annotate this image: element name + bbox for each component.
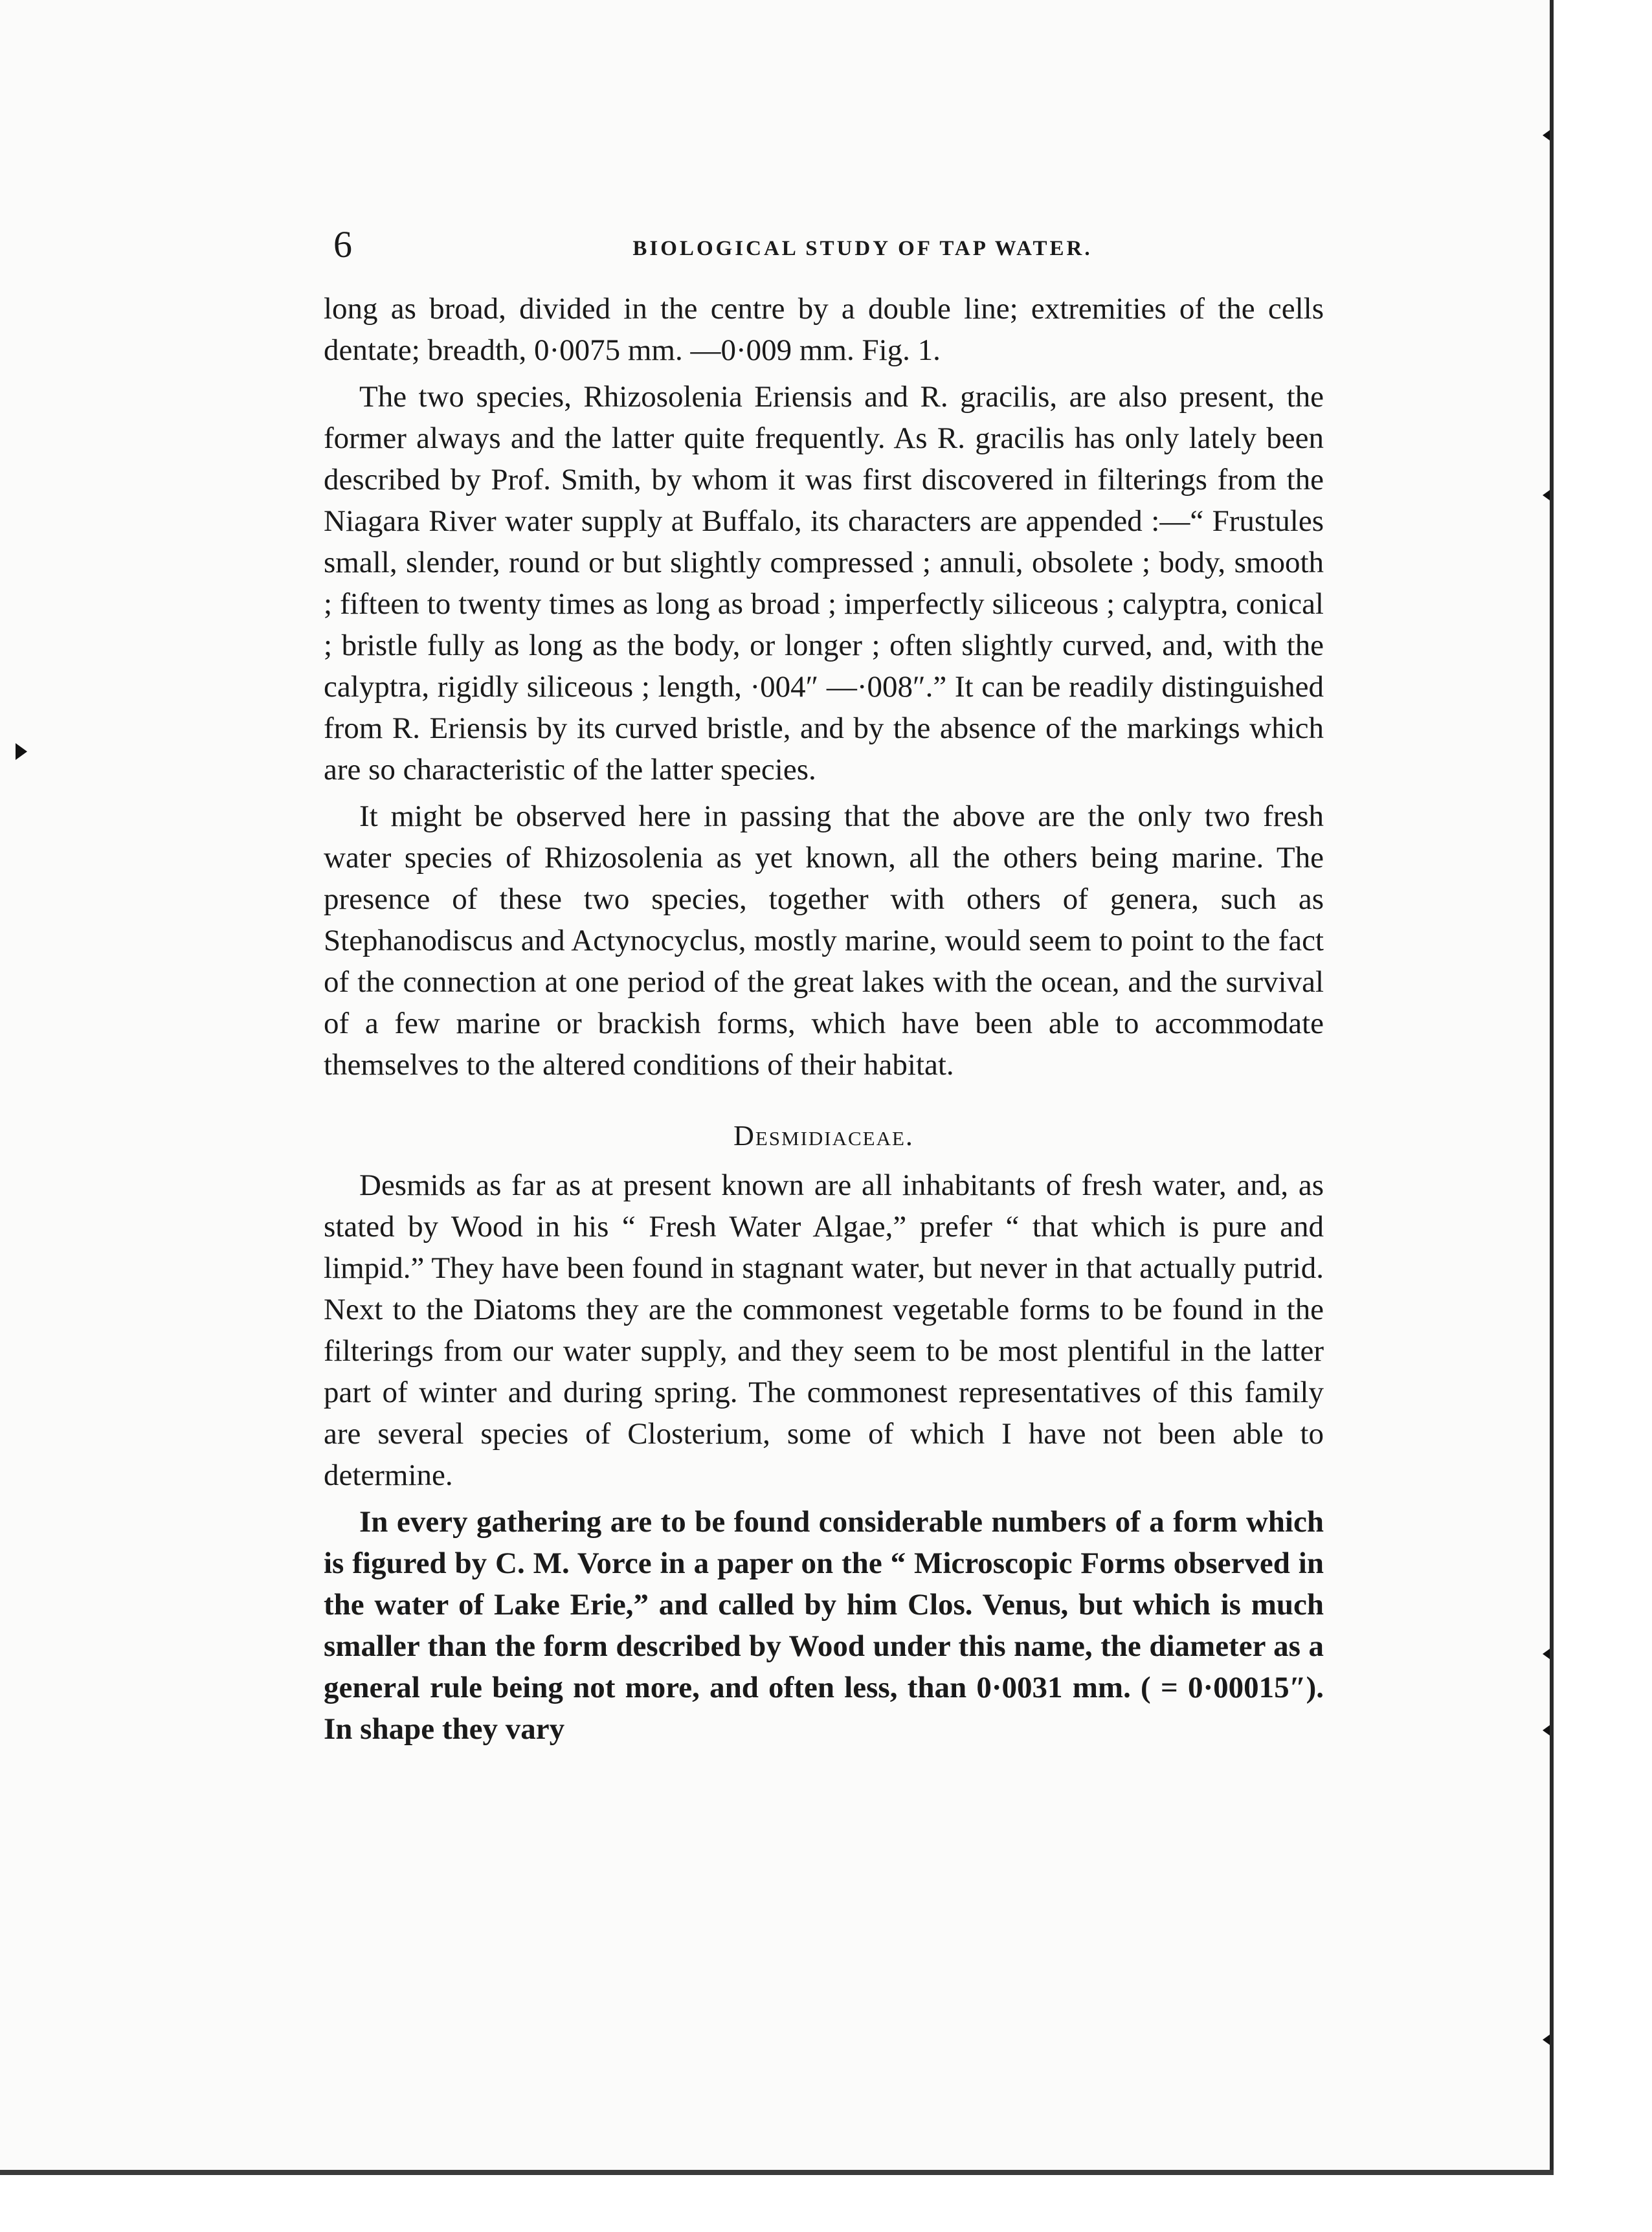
paragraph-2: The two species, Rhizosolenia Eriensis and R. gracilis, are also present, the former always and the latter quite frequently. As R. gracilis has only lately been described by Prof. Smith, by whom it was first discovered in filterings from the Niagara River water supply at Buffalo, its characters are appended :—“ Frustules small, slender, round or but slightly compressed ; annuli, obsolete ; body, smooth ; fifteen to twenty times as long as broad ; imperfectly siliceous ; calyptra, conical ; bristle fully as long as the body, or longer ; often slightly curved, and, with the calyptra, rigidly siliceous ; length, ·004″ —·008″.” It can be readily distinguished from R. Eriensis by its curved bristle, and by the absence of the markings which are so characteristic of the latter species. [324,380,1324,787]
paragraph-3: It might be observed here in passing that the above are the only two fresh water species of Rhizosolenia as yet known, all the others being marine. The presence of these two species, together with others of genera, such as Stephanodiscus and Actynocyclus, mostly marine, would seem to point to the fact of the connection at one period of the great lakes with the ocean, and the survival of a few marine or brackish forms, which have been able to accommodate themselves to the altered conditions of their habitat. [324,799,1324,1082]
page-number: 6 [333,223,352,265]
running-head [333,219,1330,271]
page-edge-bottom [0,2170,1554,2175]
scan-border-bottom [0,2175,1554,2232]
paragraph-4: Desmids as far as at present known are all inhabitants of fresh water, and, as stated by Wood in his “ Fresh Water Algae,” prefer “ that which is pure and limpid.” They have been found in stagnant water, but never in that actually putrid. Next to the Diatoms they are the commonest vegetable forms to be found in the filterings from our water supply, and they seem to be most plentiful in the latter part of winter and during spring. The commonest representatives of this family are several species of Closterium, some of which I have not been able to determine. [324,1168,1324,1492]
scan-border-right [1554,0,1652,2232]
paragraph-5: In every gathering are to be found considerable numbers of a form which is figured by C. M. Vorce in a paper on the “ Microscopic Forms observed in the water of Lake Erie,” and called by him Clos. Venus, but which is much smaller than the form described by Wood under this name, the diameter as a general rule being not more, and often less, than 0·0031 mm. ( = 0·00015″). In shape they vary [324,1505,1324,1746]
section-heading-desmidiaceae: Desmidiaceae. [733,1120,914,1152]
paragraph-1: long as broad, divided in the centre by a double line; extremities of the cells dentate; breadth, 0·0075 mm. —0·009 mm. Fig. 1. [324,292,1324,367]
body-text [324,288,1324,1750]
margin-mark [16,743,27,760]
running-title: BIOLOGICAL STUDY OF TAP WATER. [632,237,1093,260]
